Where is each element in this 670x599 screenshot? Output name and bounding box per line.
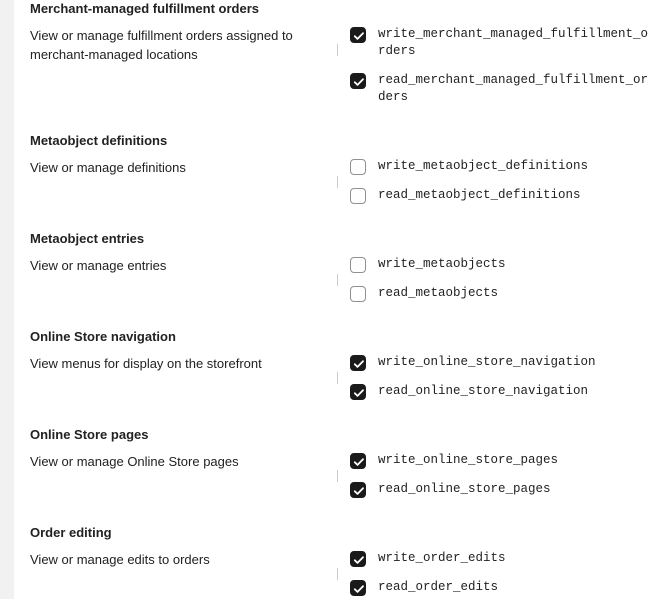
scope-row[interactable] <box>350 550 654 567</box>
scope-group <box>14 328 670 400</box>
scope-group-body <box>30 150 654 204</box>
scope-connector-line <box>337 274 338 286</box>
scope-group <box>14 132 670 204</box>
scope-label[interactable]: write_order_edits <box>378 551 506 565</box>
group-spacer <box>14 204 670 230</box>
scope-label[interactable]: read_merchant_managed_fulfillment_orders <box>378 73 649 104</box>
scope-group-title: Metaobject entries <box>30 231 145 246</box>
checkbox-checked-icon[interactable] <box>350 453 366 469</box>
scope-connector-line <box>337 372 338 384</box>
scope-connector-line <box>337 568 338 580</box>
scope-label[interactable]: read_metaobject_definitions <box>378 188 581 202</box>
checkbox-unchecked-icon[interactable] <box>350 286 366 302</box>
checkbox-checked-icon[interactable] <box>350 551 366 567</box>
scope-group <box>14 524 670 596</box>
scope-connector-line <box>337 470 338 482</box>
scope-row[interactable] <box>350 354 654 371</box>
page-left-gutter <box>0 0 14 599</box>
scope-groups-container <box>14 0 670 599</box>
scope-label[interactable]: read_online_store_navigation <box>378 384 589 398</box>
scope-label[interactable]: write_online_store_navigation <box>378 355 596 369</box>
scope-checkbox-list <box>330 354 654 400</box>
scope-row[interactable] <box>350 26 654 60</box>
scope-group-title: Merchant-managed fulfillment orders <box>30 1 259 16</box>
scope-group-description: View or manage entries <box>30 258 167 273</box>
scope-label[interactable]: read_online_store_pages <box>378 482 551 496</box>
scope-row[interactable] <box>350 158 654 175</box>
scope-group <box>14 230 670 302</box>
checkbox-unchecked-icon[interactable] <box>350 188 366 204</box>
group-spacer <box>14 498 670 524</box>
scope-row[interactable] <box>350 383 654 400</box>
scope-label[interactable]: write_online_store_pages <box>378 453 559 467</box>
scope-group-description: View menus for display on the storefront <box>30 356 262 371</box>
checkbox-unchecked-icon[interactable] <box>350 257 366 273</box>
scope-group-title: Online Store navigation <box>30 329 176 344</box>
scope-label[interactable]: write_metaobject_definitions <box>378 159 589 173</box>
scope-group <box>14 0 670 106</box>
scope-group <box>14 426 670 498</box>
scope-row[interactable] <box>350 256 654 273</box>
group-spacer <box>14 400 670 426</box>
checkbox-checked-icon[interactable] <box>350 355 366 371</box>
scope-group-body <box>30 248 654 302</box>
scope-group-description: View or manage fulfillment orders assigned to merchant-managed locations <box>30 28 293 62</box>
checkbox-checked-icon[interactable] <box>350 384 366 400</box>
scope-label[interactable]: write_merchant_managed_fulfillment_orders <box>378 27 649 58</box>
scope-label[interactable]: write_metaobjects <box>378 257 506 271</box>
scope-group-body <box>30 18 654 106</box>
scope-group-body <box>30 542 654 596</box>
scope-row[interactable] <box>350 72 654 106</box>
scope-group-title: Order editing <box>30 525 112 540</box>
scope-group-title: Online Store pages <box>30 427 149 442</box>
scope-row[interactable] <box>350 187 654 204</box>
scope-group-body <box>30 346 654 400</box>
scope-row[interactable] <box>350 452 654 469</box>
scope-group-body <box>30 444 654 498</box>
scope-checkbox-list <box>330 550 654 596</box>
scope-label[interactable]: read_metaobjects <box>378 286 499 300</box>
checkbox-unchecked-icon[interactable] <box>350 159 366 175</box>
scope-group-description: View or manage definitions <box>30 160 186 175</box>
scopes-list <box>14 0 670 599</box>
scope-connector-line <box>337 176 338 188</box>
scope-label[interactable]: read_order_edits <box>378 580 499 594</box>
checkbox-checked-icon[interactable] <box>350 580 366 596</box>
scope-row[interactable] <box>350 481 654 498</box>
scope-checkbox-list <box>330 26 654 106</box>
group-spacer <box>14 302 670 328</box>
checkbox-checked-icon[interactable] <box>350 482 366 498</box>
checkbox-checked-icon[interactable] <box>350 73 366 89</box>
scope-group-title: Metaobject definitions <box>30 133 168 148</box>
scope-row[interactable] <box>350 579 654 596</box>
checkbox-checked-icon[interactable] <box>350 27 366 43</box>
scope-group-description: View or manage Online Store pages <box>30 454 239 469</box>
scope-checkbox-list <box>330 158 654 204</box>
scope-group-description: View or manage edits to orders <box>30 552 210 567</box>
scope-connector-line <box>337 44 338 56</box>
scope-checkbox-list <box>330 452 654 498</box>
group-spacer <box>14 106 670 132</box>
scope-row[interactable] <box>350 285 654 302</box>
scope-checkbox-list <box>330 256 654 302</box>
